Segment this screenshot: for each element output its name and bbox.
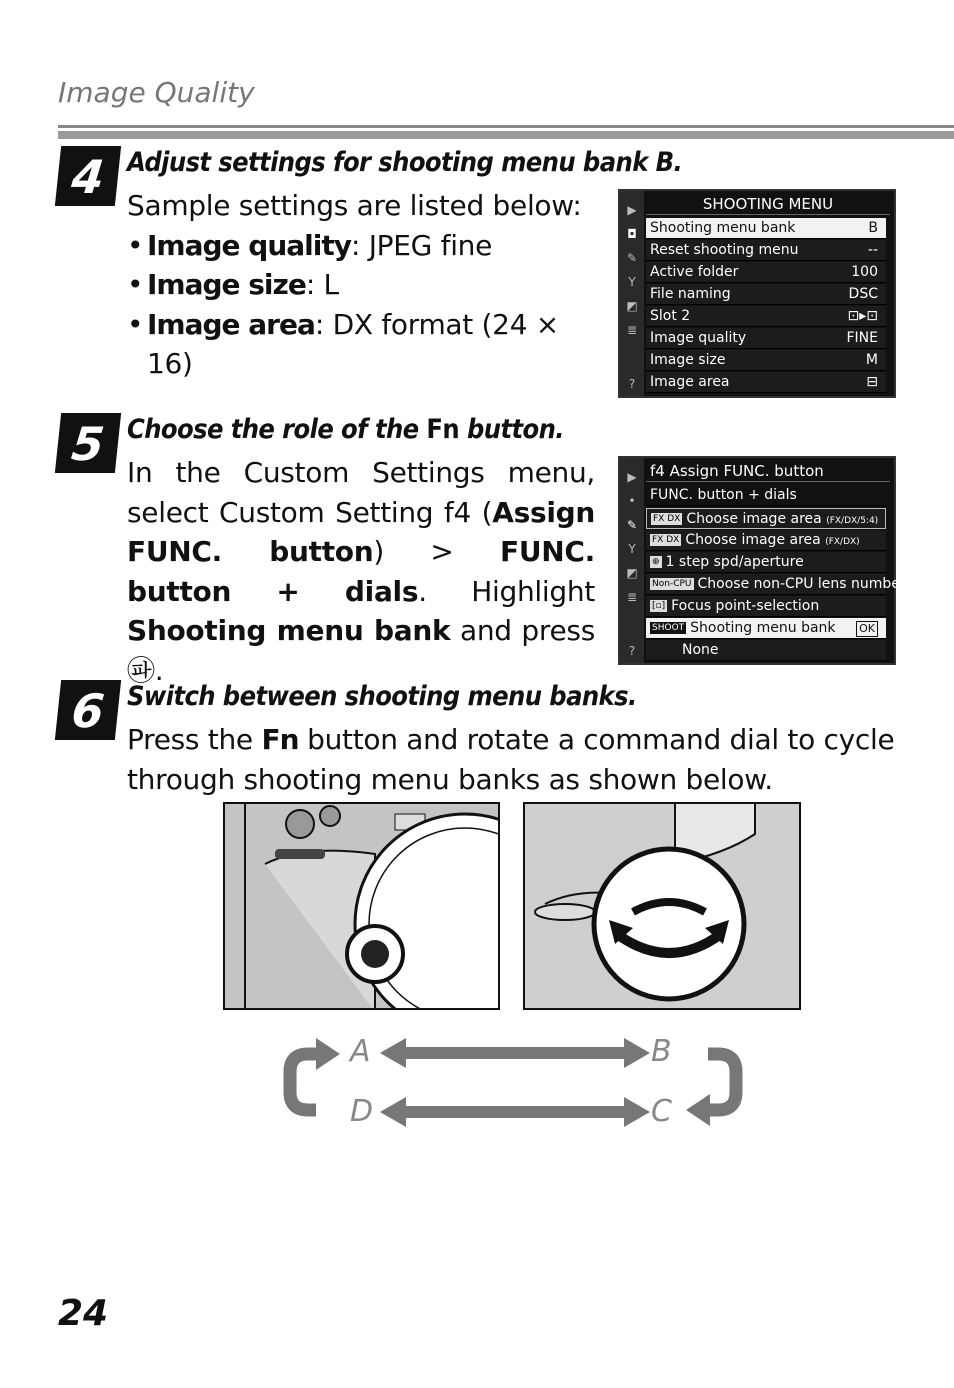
camera-front-drawing (225, 804, 500, 1010)
camera-icon: ◘ (627, 227, 637, 241)
menu-row: Image area ⊟ (646, 372, 886, 393)
menu-sidebar (620, 191, 644, 396)
my-menu-icon: ≣ (626, 323, 638, 337)
menu-row: Reset shooting menu -- (646, 240, 886, 261)
menu-row: Active folder 100 (646, 262, 886, 283)
bank-c-label: C (651, 1094, 672, 1129)
menu-row: ⊕ 1 step spd/aperture (646, 552, 886, 573)
pencil-icon: ✎ (626, 518, 638, 532)
menu-row: Shooting menu bank B (646, 218, 886, 239)
step-4-body (127, 186, 597, 384)
help-icon: ? (628, 644, 636, 658)
header-rule-thin (58, 125, 954, 128)
step-5-number: 5 (55, 413, 121, 473)
section-title: Image Quality (58, 76, 255, 109)
step-5-heading: Choose the role of the Fn button. (127, 414, 564, 445)
menu-row: Slot 2 ⊡▸⊡ (646, 306, 886, 327)
step-6-body: Press the Fn button and rotate a command dial to cycle through shooting menu banks as shown below. (127, 723, 895, 796)
step-4-number: 4 (55, 146, 121, 206)
retouch-icon: ◩ (626, 299, 638, 313)
bullet-image-area: • Image area: DX format (24 × 16) (127, 305, 597, 384)
menu-row: FX DX Choose image area (FX/DX) (646, 530, 886, 551)
menu-row: Non-CPU Choose non-CPU lens number (646, 574, 886, 595)
bank-a-label: A (350, 1034, 371, 1069)
wrench-icon: Y (628, 542, 636, 556)
bullet-image-quality: • Image quality: JPEG fine (127, 226, 597, 266)
step-5-body: In the Custom Settings menu, select Custom Setting f4 (Assign FUNC. button) > FUNC. button + dials. Highlight Shooting menu bank and press ㉺. (127, 456, 595, 687)
camera-icon: • (628, 494, 636, 508)
menu-row: FX DX Choose image area (FX/DX/5:4) (646, 508, 886, 529)
menu-row: None (646, 640, 886, 661)
playback-icon: ▶ (627, 203, 637, 217)
bank-d-label: D (350, 1094, 374, 1129)
wrench-icon: Y (628, 275, 636, 289)
bank-cycle-arrows (278, 1030, 748, 1134)
assign-func-menu-screenshot (618, 456, 906, 665)
help-icon: ? (628, 377, 636, 391)
pencil-icon: ✎ (626, 251, 638, 265)
step-4-bullets (127, 226, 597, 384)
command-dial-illustration (523, 802, 801, 1010)
ok-button-icon: ㉺ (127, 653, 155, 687)
step-4-heading: Adjust settings for shooting menu bank B. (127, 147, 683, 178)
bank-cycle-diagram (278, 1030, 748, 1134)
my-menu-icon: ≣ (626, 590, 638, 604)
camera-fn-button-illustration (223, 802, 500, 1010)
shooting-menu-screenshot (618, 189, 896, 398)
menu-row: File naming DSC (646, 284, 886, 305)
menu-row-selected: SHOOT Shooting menu bank OK (646, 618, 886, 639)
menu-title: f4 Assign FUNC. button (646, 460, 890, 482)
step-4-intro: Sample settings are listed below: (127, 189, 582, 222)
page-number: 24 (58, 1293, 109, 1334)
menu-subtitle: FUNC. button + dials (646, 485, 886, 506)
bullet-image-size: • Image size: L (127, 265, 597, 305)
menu-title: SHOOTING MENU (646, 193, 890, 215)
menu-row: Image quality FINE (646, 328, 886, 349)
menu-sidebar (620, 458, 644, 663)
step-6-number: 6 (55, 680, 121, 740)
menu-row: Image size M (646, 350, 886, 371)
menu-row: [▫] Focus point-selection (646, 596, 886, 617)
bank-b-label: B (651, 1034, 672, 1069)
step-6-heading: Switch between shooting menu banks. (127, 681, 637, 712)
playback-icon: ▶ (627, 470, 637, 484)
retouch-icon: ◩ (626, 566, 638, 580)
command-dial-drawing (525, 804, 801, 1010)
header-rule-thick (58, 131, 954, 139)
